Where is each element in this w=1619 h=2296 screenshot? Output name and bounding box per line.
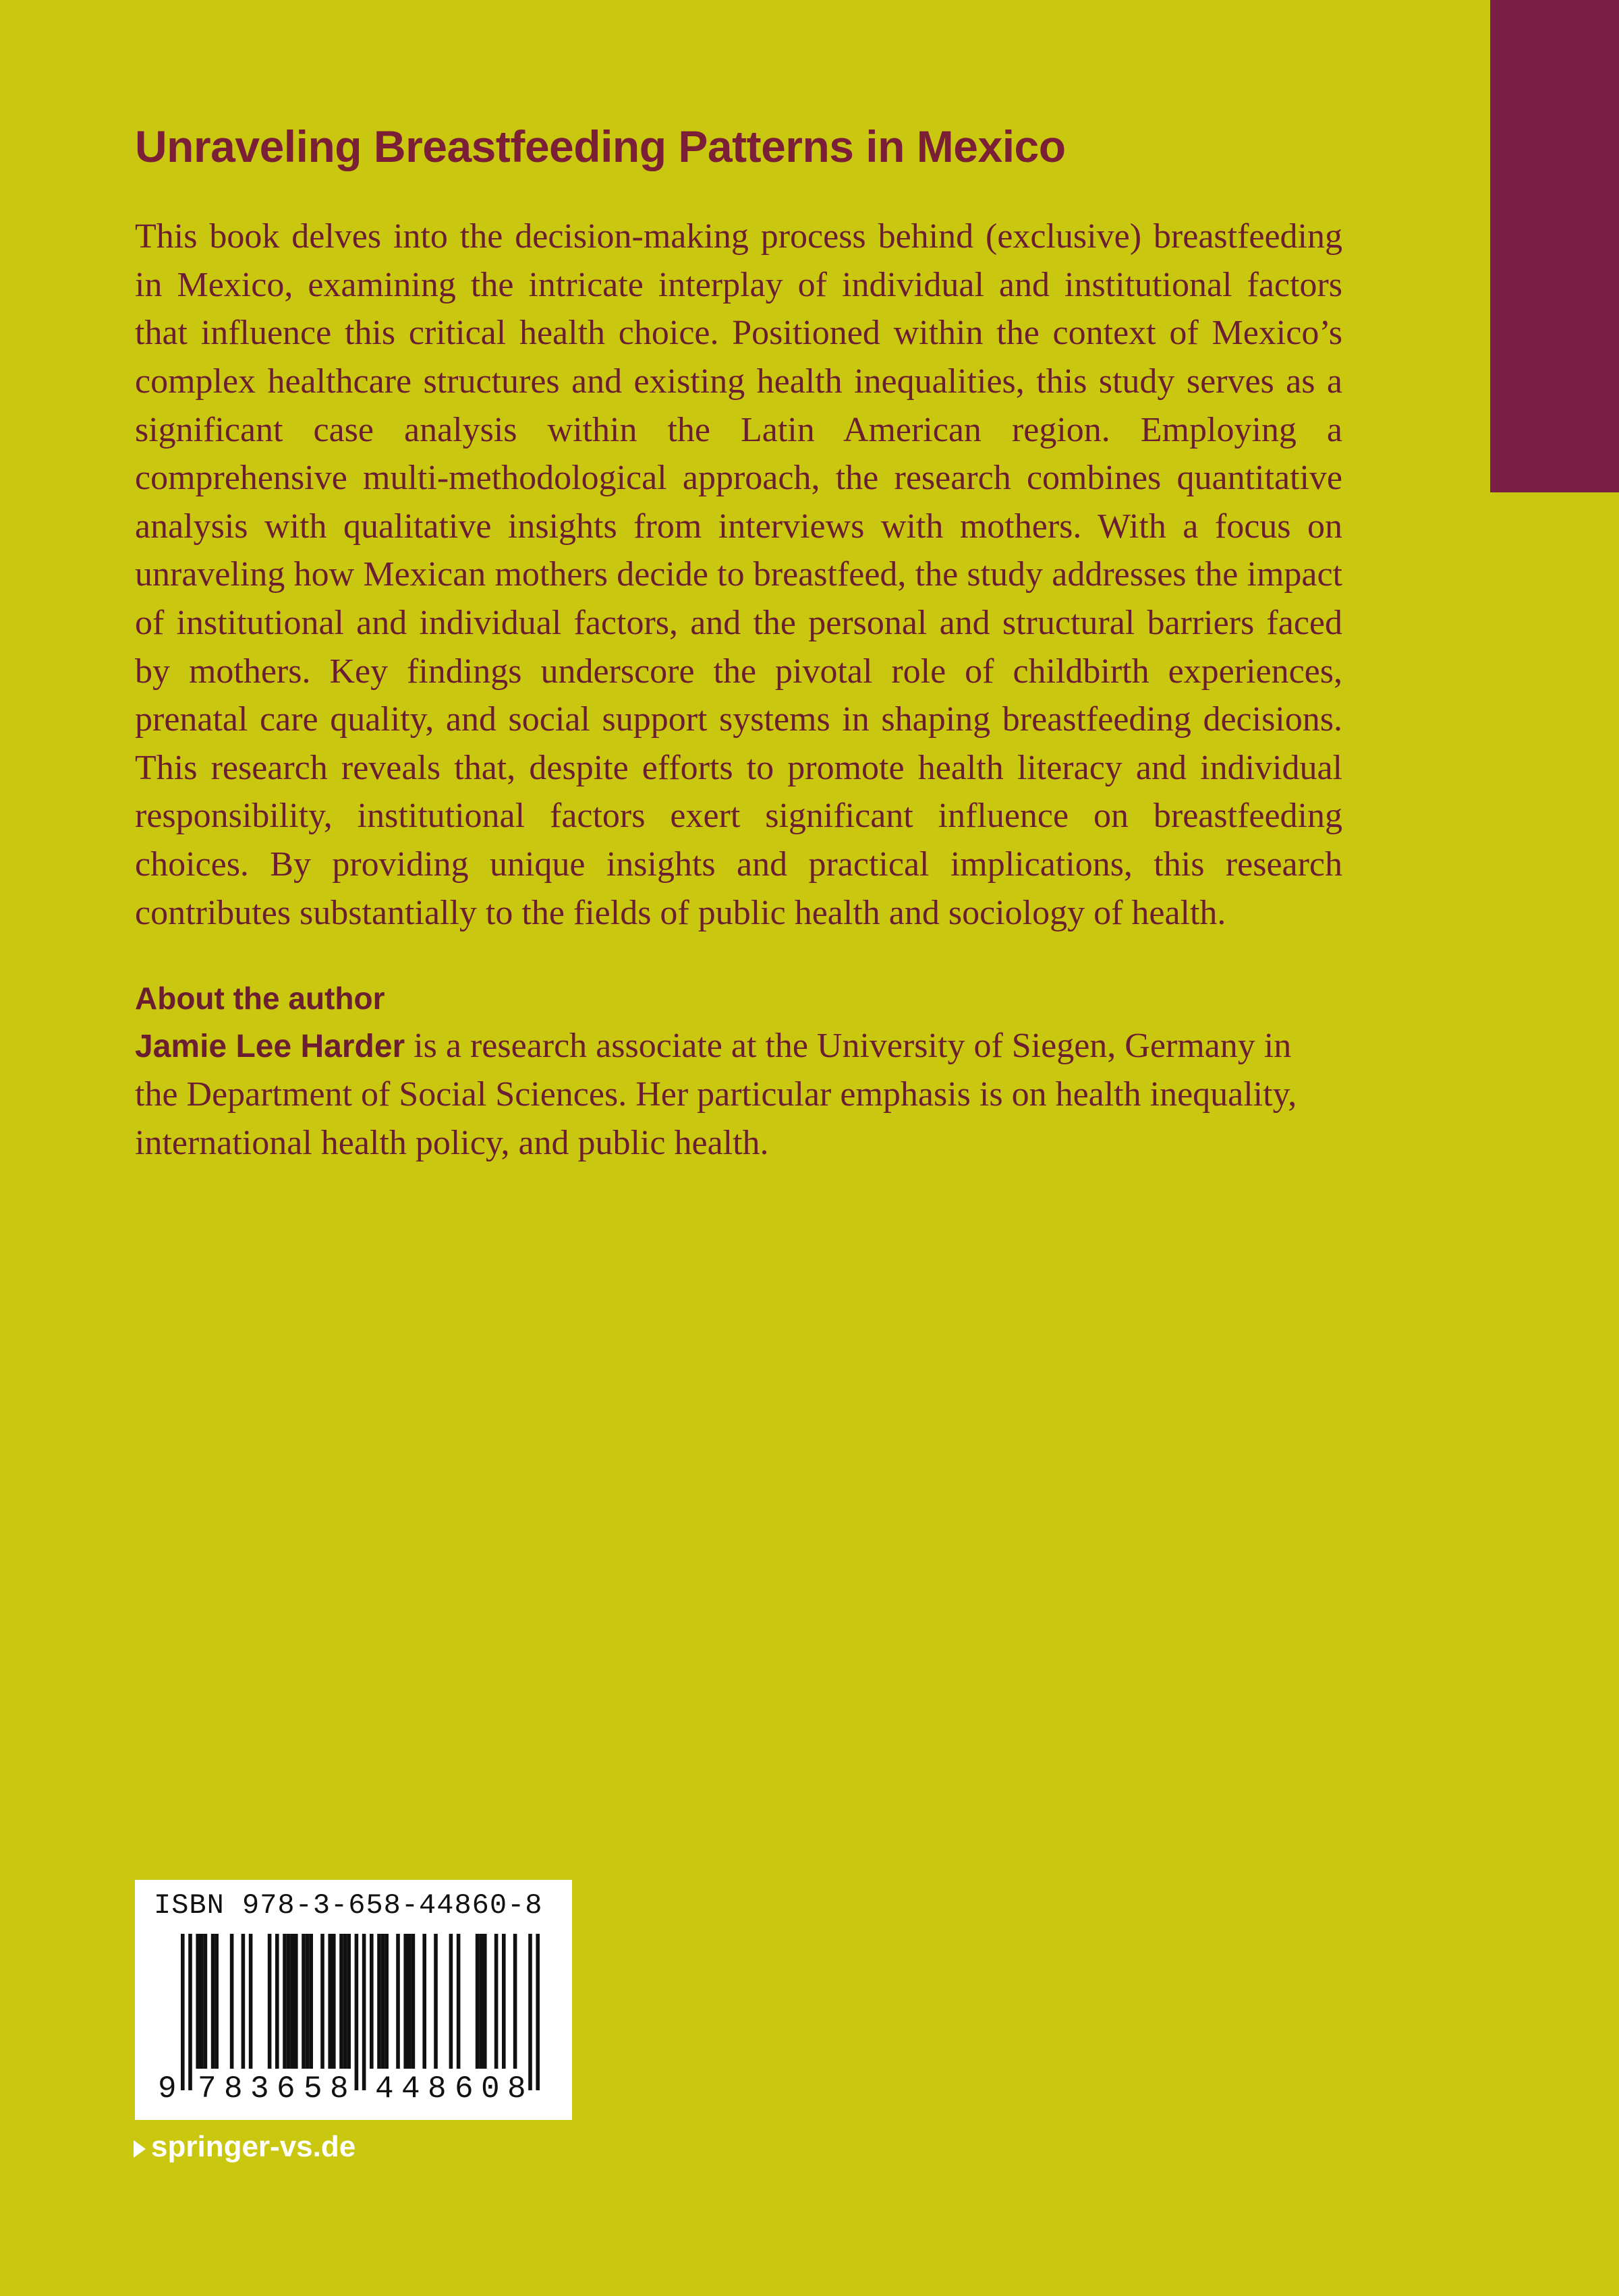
barcode-bar: [502, 1934, 506, 2069]
barcode-bar: [362, 1934, 366, 2090]
barcode-bar: [211, 1934, 215, 2069]
book-title: Unraveling Breastfeeding Patterns in Mexico: [135, 121, 1066, 171]
cover-content: [135, 120, 1342, 1168]
barcode-bar: [268, 1934, 272, 2069]
barcode-bar: [320, 1934, 324, 2069]
barcode-bar: [287, 1934, 291, 2069]
author-bio-text: is a research associate at the University of Siegen, Germany in the Department of Social Sciences. Her particular emphasis is on health inequality, international health policy, and public health.: [135, 1026, 1297, 1163]
publisher-link[interactable]: [134, 2130, 356, 2164]
barcode-bar: [215, 1934, 219, 2069]
barcode-bar: [230, 1934, 234, 2069]
ean-digit: 8: [507, 2071, 526, 2106]
ean-digit-row: [135, 2069, 572, 2109]
isbn-label: ISBN 978-3-658-44860-8: [154, 1889, 543, 1922]
ean-digit: 8: [330, 2071, 349, 2106]
ean-digit: 8: [428, 2071, 447, 2106]
barcode-bar: [479, 1934, 483, 2069]
ean-digit: 5: [304, 2071, 322, 2106]
about-author-heading: About the author: [135, 981, 385, 1016]
barcode-bar: [249, 1934, 253, 2069]
barcode-bar: [494, 1934, 499, 2069]
ean-digit: 6: [455, 2071, 474, 2106]
ean-digit: 7: [198, 2071, 217, 2106]
ean-digit: 8: [224, 2071, 243, 2106]
barcode-bar: [434, 1934, 438, 2069]
barcode-bar: [283, 1934, 287, 2069]
barcode-bar: [275, 1934, 279, 2069]
barcode-bar: [200, 1934, 204, 2069]
barcode-bar: [370, 1934, 374, 2069]
barcode-bar: [407, 1934, 411, 2069]
barcode-bar: [385, 1934, 389, 2069]
barcode-bar: [411, 1934, 416, 2069]
publisher-url: springer-vs.de: [151, 2130, 356, 2163]
barcode-bar: [347, 1934, 351, 2069]
barcode-bar: [204, 1934, 208, 2069]
barcode-bar: [377, 1934, 381, 2069]
barcode-bar: [294, 1934, 298, 2069]
triangle-arrow-icon: [134, 2140, 146, 2158]
isbn-barcode: [135, 1880, 572, 2120]
barcode-bar: [528, 1934, 532, 2090]
barcode-bar: [355, 1934, 359, 2090]
barcode-bar: [513, 1934, 517, 2069]
barcode-bar: [290, 1934, 294, 2069]
ean-digit: 9: [158, 2071, 177, 2106]
barcode-bar: [181, 1934, 185, 2090]
barcode-bar: [381, 1934, 385, 2069]
barcode-bar: [396, 1934, 400, 2069]
barcode-bar: [242, 1934, 246, 2069]
barcode-bar: [196, 1934, 200, 2069]
barcode-bar: [457, 1934, 461, 2069]
barcode-bar: [422, 1934, 426, 2069]
spine-color-band: [1490, 0, 1619, 492]
barcode-bar: [483, 1934, 487, 2069]
ean-digit: 4: [375, 2071, 394, 2106]
barcode-bar: [302, 1934, 306, 2069]
barcode-bar: [188, 1934, 192, 2090]
barcode-bar: [306, 1934, 310, 2069]
book-blurb: This book delves into the decision-making process behind (exclusive) breastfeeding in Mexico, examining the intricate interplay of individual and institutional factors that influence this critical health choice. Positioned within the context of Mexico’s complex healthcare structures and existing health inequalities, this study serves as a significant case analysis within the Latin American region. Employing a comprehensive multi-methodological approach, the research combines quantitative analysis with qualitative insights from interviews with mothers. With a focus on unraveling how Mexican mothers decide to breastfeed, the study addresses the impact of institutional and individual factors, and the personal and structural barriers faced by mothers. Key findings underscore the pivotal role of childbirth experiences, prenatal care quality, and social support systems in shaping breastfeeding decisions. This research reveals that, despite efforts to promote health literacy and individual responsibility, institutional factors exert significant influence on breastfeeding choices. By providing unique insights and practical implications, this research contributes substantially to the fields of public health and sociology of health.: [135, 217, 1342, 932]
barcode-bar: [536, 1934, 540, 2090]
author-bio: [135, 1022, 1342, 1168]
barcode-bar: [476, 1934, 480, 2069]
ean-digit: 4: [401, 2071, 420, 2106]
barcode-bar: [449, 1934, 453, 2069]
barcode-bar: [343, 1934, 347, 2069]
author-name: Jamie Lee Harder: [135, 1028, 405, 1064]
barcode-bar: [328, 1934, 332, 2069]
ean-digit: 6: [277, 2071, 295, 2106]
barcode-bar: [332, 1934, 336, 2069]
ean-digit: 0: [481, 2071, 500, 2106]
barcode-bar: [339, 1934, 343, 2069]
barcode-bar: [403, 1934, 407, 2069]
barcode-bar: [309, 1934, 313, 2069]
ean-digit: 3: [250, 2071, 269, 2106]
